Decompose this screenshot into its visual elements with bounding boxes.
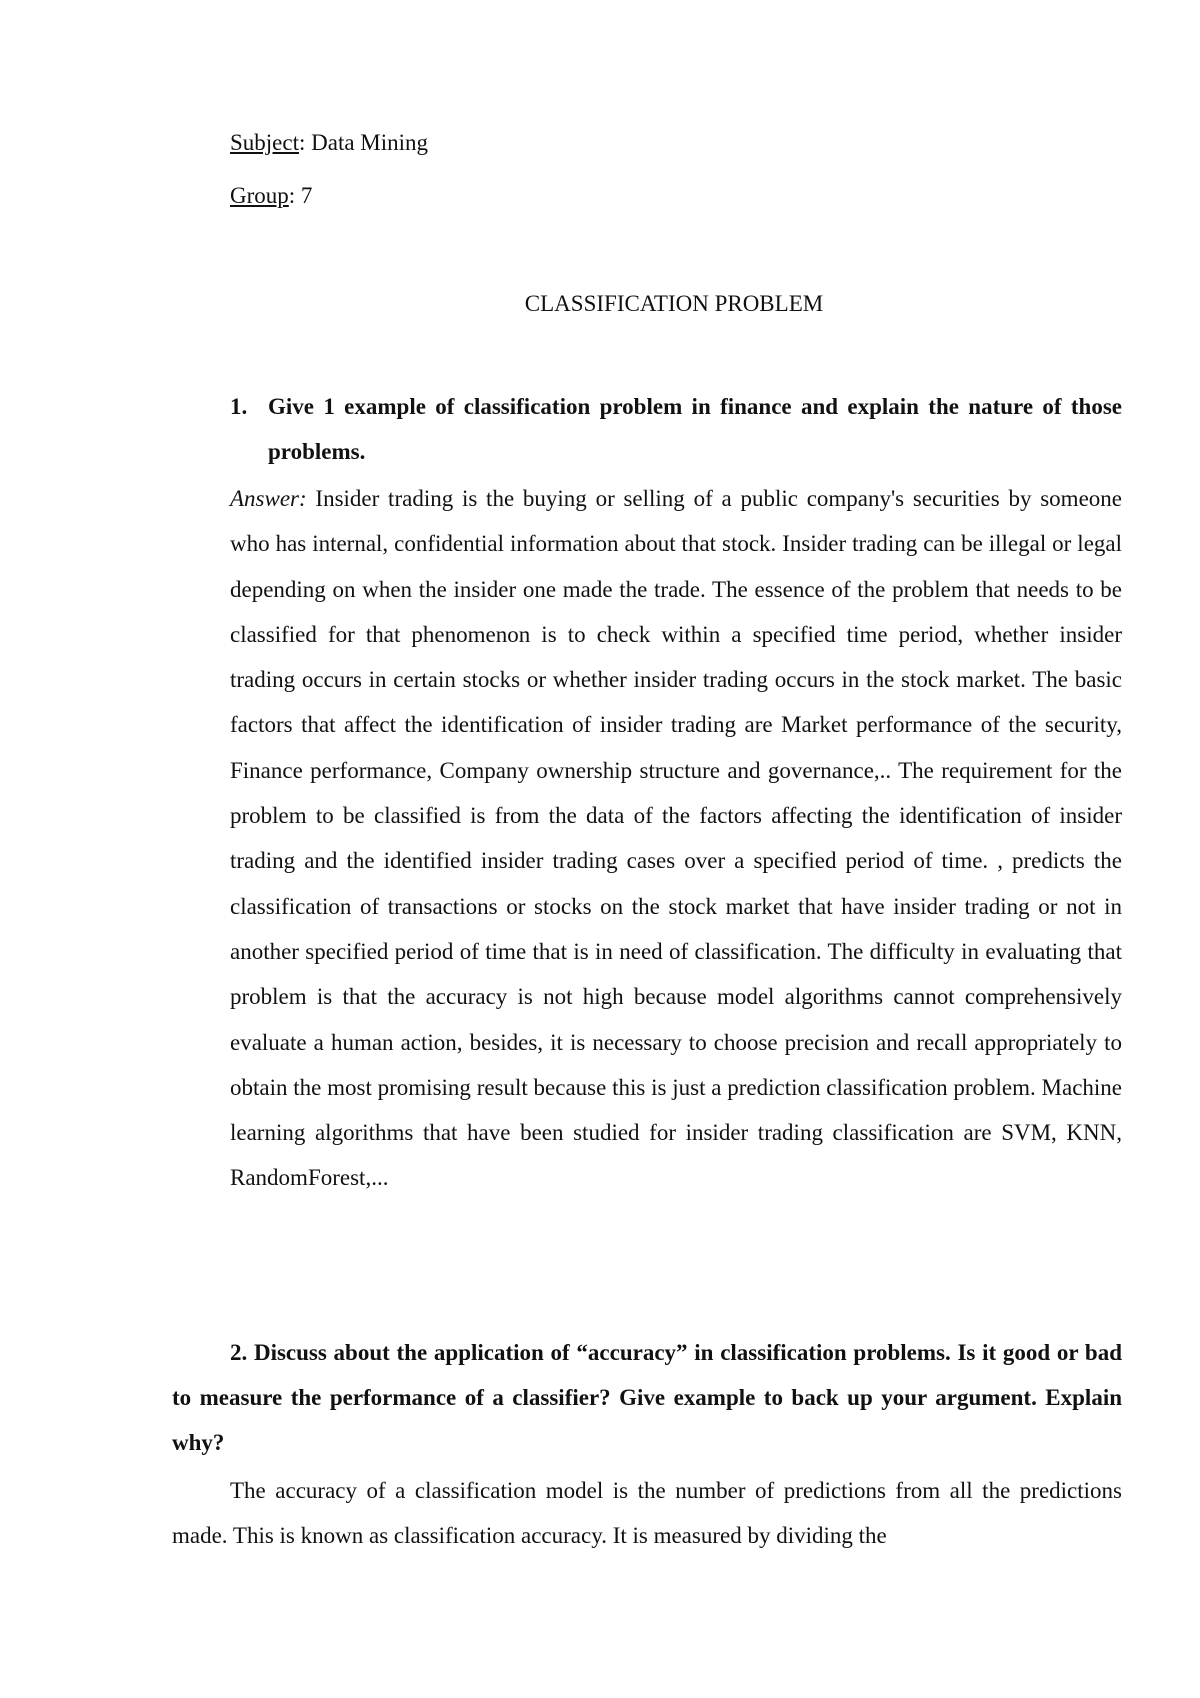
question-1-heading [230, 384, 1122, 474]
question-1-number: 1. [230, 394, 248, 419]
question-1-text: Give 1 example of classification problem in finance and explain the nature of those problems. [268, 394, 1122, 464]
subject-value: : Data Mining [299, 130, 429, 155]
document-title: CLASSIFICATION PROBLEM [524, 291, 824, 316]
question-1-answer [230, 476, 1122, 1201]
answer-label: Answer: [230, 486, 307, 511]
subject-key: Subject [230, 130, 299, 155]
question-2-paragraph: The accuracy of a classification model is the number of predictions from all the predictions made. This is known as classification accuracy. It is measured by dividing the [172, 1478, 1122, 1548]
subject-line [230, 128, 428, 158]
question-2-heading: 2. Discuss about the application of “accuracy” in classification problems. Is it good or bad to measure the performance of a classifier? Give example to back up your argument. Explain why? [172, 1340, 1122, 1455]
group-key: Group [230, 183, 289, 208]
group-value: : 7 [288, 183, 313, 208]
answer-text: Insider trading is the buying or selling of a public company's securities by someone who has internal, confidential information about that stock. Insider trading can be illegal or legal depending on when the insider one made the trade. The essence of the problem that needs to be classified for that phenomenon is to check within a specified time period, whether insider trading occurs in certain stocks or whether insider trading occurs in the stock market. The basic factors that affect the identification of insider trading are Market performance of the security, Finance performance, Company ownership structure and governance,.. The requirement for the problem to be classified is from the data of the factors affecting the identification of insider trading and the identified insider trading cases over a specified period of time. , predicts the classification of transactions or stocks on the stock market that have insider trading or not in another specified period of time that is in need of classification. The difficulty in evaluating that problem is that the accuracy is not high because model algorithms cannot comprehensively evaluate a human action, besides, it is necessary to choose precision and recall appropriately to obtain the most promising result because this is just a prediction classification problem. Machine learning algorithms that have been studied for insider trading classification are SVM, KNN, RandomForest,... [230, 486, 1122, 1191]
group-line [230, 181, 312, 211]
